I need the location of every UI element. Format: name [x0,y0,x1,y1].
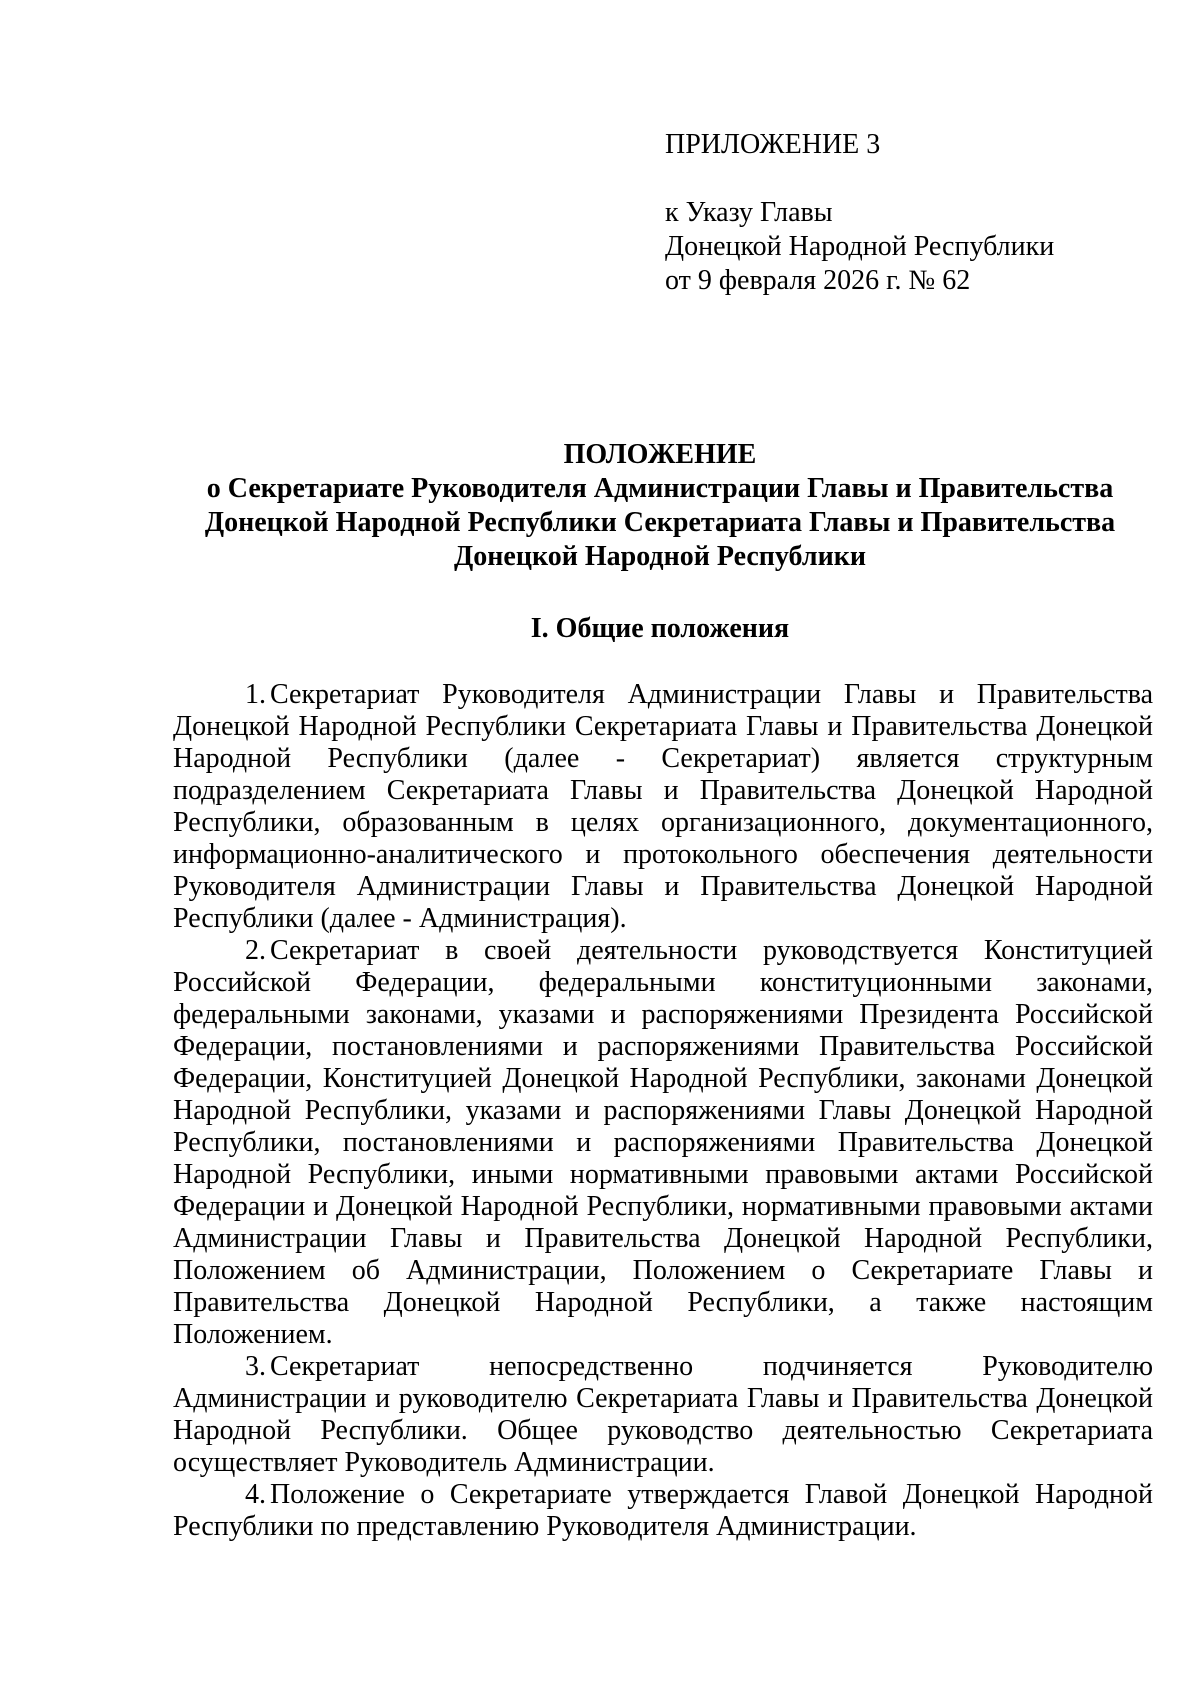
paragraph-text: Секретариат Руководителя Администрации Главы и Правительства Донецкой Народной Республики Секретариата Главы и Правительства Донецкой Народной Республики (далее - Секретариат) является структурным подразделением Секретариата Главы и Правительства Донецкой Народной Республики, образованным в целях организационного, документационного, информационно-аналитического и протокольного обеспечения деятельности Руководителя Администрации Главы и Правительства Донецкой Народной Республики (далее - Администрация). [173,679,1153,934]
paragraph-4 [173,1479,1153,1543]
paragraph-number: 3. [245,1351,266,1382]
paragraph-number: 2. [245,935,266,966]
paragraph-text: Положение о Секретариате утверждается Главой Донецкой Народной Республики по представлению Руководителя Администрации. [173,1479,1153,1542]
appendix-line-date: от 9 февраля 2026 г. № 62 [665,265,971,296]
title-line-2: Донецкой Народной Республики Секретариата Главы и Правительства [204,507,1116,538]
section-title: I. Общие положения [530,613,790,644]
document-body [173,679,1153,1543]
title-main: ПОЛОЖЕНИЕ [563,439,757,470]
paragraph-text: Секретариат в своей деятельности руководствуется Конституцией Российской Федерации, федеральными конституционными законами, федеральными законами, указами и распоряжениями Президента Российской Федерации, постановлениями и распоряжениями Правительства Российской Федерации, Конституцией Донецкой Народной Республики, законами Донецкой Народной Республики, указами и распоряжениями Главы Донецкой Народной Республики, постановлениями и распоряжениями Правительства Донецкой Народной Республики, иными нормативными правовыми актами Российской Федерации и Донецкой Народной Республики, нормативными правовыми актами Администрации Главы и Правительства Донецкой Народной Республики, Положением об Администрации, Положением о Секретариате Главы и Правительства Донецкой Народной Республики, а также настоящим Положением. [173,935,1153,1350]
title-line-1: о Секретариате Руководителя Администрации Главы и Правительства [206,473,1114,504]
appendix-block [665,128,1125,298]
appendix-line-decree: к Указу Главы [665,197,833,228]
paragraph-number: 1. [245,679,266,710]
paragraph-2 [173,935,1153,1351]
paragraph-text: Секретариат непосредственно подчиняется Руководителю Администрации и руководителю Секретариата Главы и Правительства Донецкой Народной Республики. Общее руководство деятельностью Секретариата осуществляет Руководитель Администрации. [173,1351,1153,1478]
paragraph-number: 4. [245,1479,266,1510]
paragraph-1 [173,679,1153,935]
title-line-3: Донецкой Народной Республики [454,541,866,572]
paragraph-3 [173,1351,1153,1479]
appendix-line-republic: Донецкой Народной Республики [665,231,1055,262]
document-title [160,438,1160,574]
appendix-heading: ПРИЛОЖЕНИЕ 3 [665,129,881,160]
